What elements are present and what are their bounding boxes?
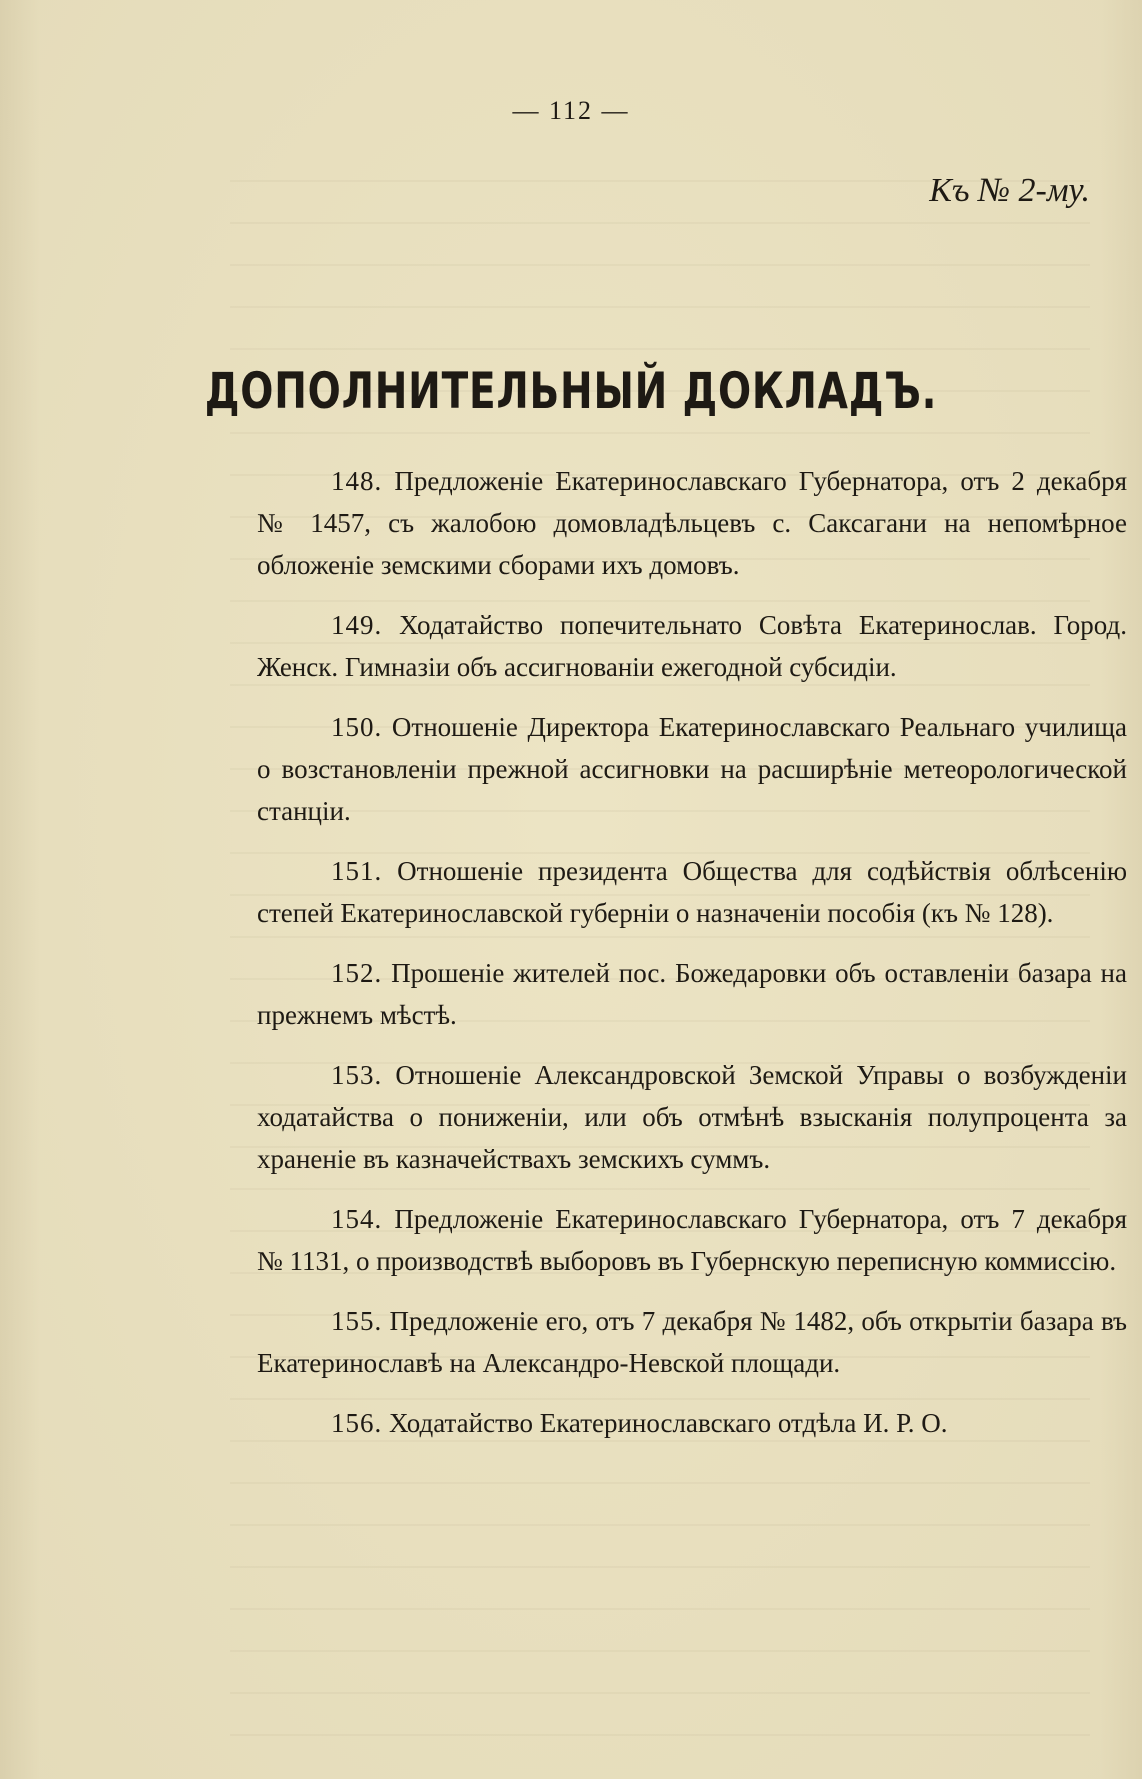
- item-number: 152.: [331, 958, 383, 988]
- list-item: [257, 1198, 1127, 1282]
- item-number: 151.: [331, 856, 383, 886]
- item-text: Ходатайство попечительнато Совѣта Екатеринослав. Город. Женск. Гимназіи объ ассигнованіи ежегодной субсидіи.: [257, 610, 1128, 682]
- list-item: [257, 952, 1127, 1036]
- item-number: 156.: [331, 1408, 383, 1438]
- item-text: Предложеніе Екатеринославскаго Губернатора, отъ 2 декабря № 1457, съ жалобою домовладѣльцевъ с. Саксагани на непомѣрное обложеніе земскими сборами ихъ домовъ.: [257, 466, 1128, 580]
- list-item: [257, 1402, 1127, 1444]
- item-text: Отношеніе Александровской Земской Управы о возбужденіи ходатайства о пониженіи, или объ отмѣнѣ взысканія полупроцента за храненіе въ казначействахъ земскихъ суммъ.: [257, 1060, 1127, 1174]
- reference-label: Къ № 2-му.: [929, 172, 1090, 209]
- list-item: [257, 1054, 1127, 1180]
- item-text: Отношеніе Директора Екатеринославскаго Реальнаго училища о возстановленіи прежной ассигновки на расширѣніе метеорологической станціи.: [257, 712, 1127, 826]
- item-text: Предложеніе Екатеринославскаго Губернатора, отъ 7 декабря № 1131, о производствѣ выборовъ въ Губернскую переписную коммиссію.: [257, 1204, 1128, 1276]
- item-number: 148.: [331, 466, 383, 496]
- item-text: Прошеніе жителей пос. Божедаровки объ оставленіи базара на прежнемъ мѣстѣ.: [257, 958, 1127, 1030]
- page-title: ДОПОЛНИТЕЛЬНЫЙ ДОКЛАДЪ.: [204, 362, 938, 420]
- page-number: — 112 —: [512, 96, 630, 125]
- item-number: 150.: [331, 712, 383, 742]
- item-number: 153.: [331, 1060, 383, 1090]
- list-item: [257, 706, 1127, 832]
- item-text: Ходатайство Екатеринославскаго отдѣла И. Р. О.: [389, 1408, 948, 1438]
- item-number: 155.: [331, 1306, 383, 1336]
- list-item: [257, 1300, 1127, 1384]
- item-text: Предложеніе его, отъ 7 декабря № 1482, объ открытіи базара въ Екатеринославѣ на Александро-Невской площади.: [257, 1306, 1128, 1378]
- item-number: 154.: [331, 1204, 383, 1234]
- list-item: [257, 604, 1127, 688]
- report-items-list: [257, 460, 1127, 1462]
- list-item: [257, 850, 1127, 934]
- item-number: 149.: [331, 610, 383, 640]
- list-item: [257, 460, 1127, 586]
- item-text: Отношеніе президента Общества для содѣйствія облѣсенію степей Екатеринославской губерніи о назначеніи пособія (къ № 128).: [257, 856, 1127, 928]
